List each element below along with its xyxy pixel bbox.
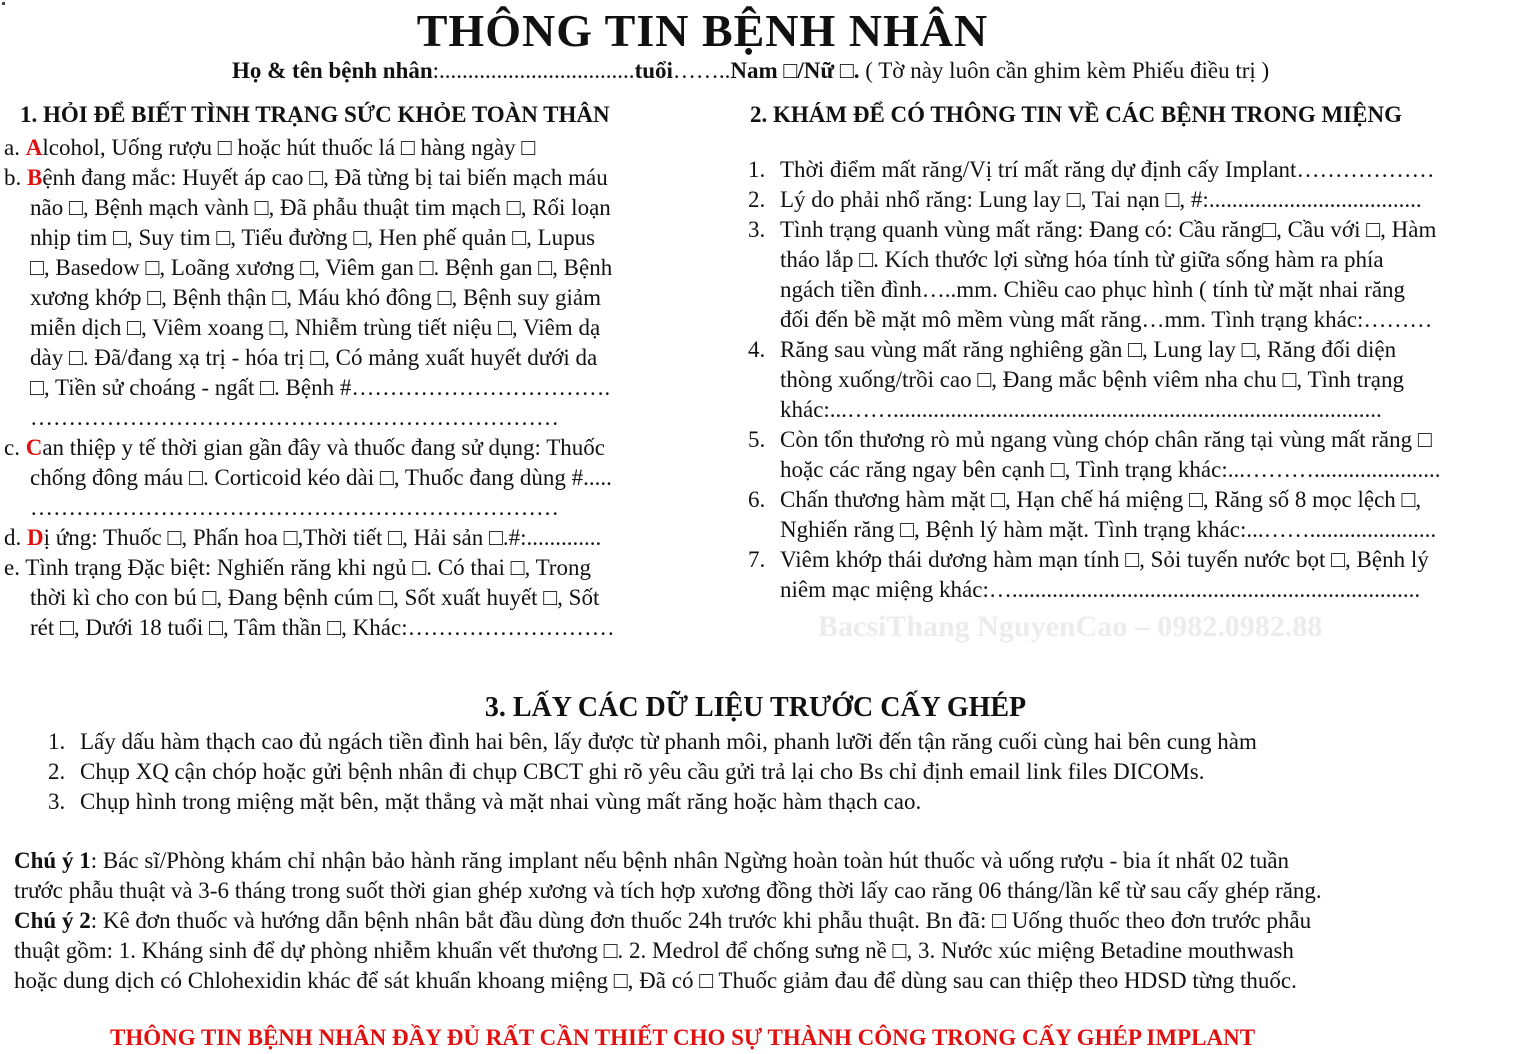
line-text: dày □. Đã/đang xạ trị - hóa trị □, Có mảng xuất huyết dưới da [30, 345, 598, 370]
line-text: lcohol, Uống rượu □ hoặc hút thuốc lá □ hàng ngày □ [42, 135, 536, 160]
list-number: 3. [748, 217, 766, 242]
section1-line [4, 133, 535, 163]
name-label: Họ & tên bệnh nhân [232, 58, 433, 83]
note2-label: Chú ý 2 [14, 908, 91, 933]
line-prefix: e. [4, 555, 26, 580]
red-initial: B [27, 165, 43, 190]
note1-line1 [14, 846, 1289, 876]
section1-line [4, 553, 591, 583]
section2-line [780, 305, 1432, 335]
red-initial: A [25, 135, 43, 160]
line-text: ệnh đang mắc: Huyết áp cao □, Đã từng bị tai biến mạch máu [42, 165, 608, 190]
attachment-note: ( Tờ này luôn cần ghim kèm Phiếu điều trị ) [859, 58, 1270, 83]
name-field[interactable]: :.................................. [432, 58, 635, 83]
section1-line [30, 193, 611, 223]
line-text: ị ứng: Thuốc □, Phấn hoa □,Thời tiết □, Hải sản □.#:............. [43, 525, 602, 550]
section2-line [780, 515, 1436, 545]
list-number: 4. [748, 337, 766, 362]
line-prefix: a. [4, 135, 26, 160]
red-initial: D [27, 525, 44, 550]
section1-line [30, 343, 597, 373]
note1-line2: trước phẫu thuật và 3-6 tháng trong suốt thời gian ghép xương và tích hợp xương đồng thời lấy cao răng 06 tháng/lần kể từ sau cấy ghép răng. [14, 878, 1322, 903]
section3-item [48, 757, 1204, 787]
line-text: đối đến bề mặt mô mềm vùng mất răng…mm. Tình trạng khác:……… [780, 307, 1433, 332]
section1-line [4, 523, 601, 553]
section1-line [30, 253, 612, 283]
line-text: miễn dịch □, Viêm xoang □, Nhiễm trùng tiết niệu □, Viêm dạ [30, 315, 601, 340]
section2-line [748, 155, 1434, 185]
section1-line [30, 583, 599, 613]
note2-line2: thuật gồm: 1. Kháng sinh để dự phòng nhiễm khuẩn vết thương □. 2. Medrol để chống sưng nề □, 3. Nước xúc miệng Betadine mouthwash [14, 938, 1294, 963]
line-text: Tình trạng quanh vùng mất răng: Đang có: Cầu răng□, Cầu với □, Hàm [780, 217, 1437, 242]
line-text: nhịp tim □, Suy tim □, Tiểu đường □, Hen phế quản □, Lupus [30, 225, 596, 250]
list-number: 2. [748, 187, 766, 212]
list-number: 2. [48, 759, 66, 784]
line-text: Viêm khớp thái dương hàm mạn tính □, Sỏi tuyến nước bọt □, Bệnh lý [780, 547, 1429, 572]
line-text: tháo lắp □. Kích thước lợi sừng hóa tính từ giữa sống hàm ra phía [780, 247, 1384, 272]
line-prefix: b. [4, 165, 27, 190]
age-label: tuổi [634, 58, 673, 83]
line-text: Lý do phải nhổ răng: Lung lay □, Tai nạn □, #:..................................... [780, 187, 1422, 212]
line-text: ngách tiền đình…..mm. Chiều cao phục hình ( tính từ mặt nhai răng [780, 277, 1406, 302]
section3-heading: 3. LẤY CÁC DỮ LIỆU TRƯỚC CẤY GHÉP [484, 692, 1027, 723]
line-text: Tình trạng Đặc biệt: Nghiến răng khi ngủ □. Có thai □, Trong [25, 555, 591, 580]
line-text: hoặc các răng ngay bên cạnh □, Tình trạng khác:...………...................... [780, 457, 1441, 482]
age-field[interactable]: …….. [672, 58, 731, 83]
line-text: thòng xuống/trồi cao □, Đang mắc bệnh viêm nha chu □, Tình trạng [780, 367, 1404, 392]
item-text: Lấy dấu hàm thạch cao đủ ngách tiền đình hai bên, lấy được từ phanh môi, phanh lưỡi đến tận răng cuối cùng hai bên cung hàm [80, 729, 1257, 754]
section2-line [748, 215, 1436, 245]
line-text: chống đông máu □. Corticoid kéo dài □, Thuốc đang dùng #..... [30, 465, 612, 490]
line-prefix: d. [4, 525, 27, 550]
section1-line [30, 313, 600, 343]
page-title: THÔNG TIN BỆNH NHÂN [416, 5, 989, 56]
note2-text: : Kê đơn thuốc và hướng dẫn bệnh nhân bắt đầu dùng đơn thuốc 24h trước khi phẫu thuật. Bn đã: □ Uống thuốc theo đơn trước phẫu [90, 908, 1312, 933]
section1-line [4, 433, 605, 463]
section2-line [748, 185, 1422, 215]
section1-line [30, 373, 610, 403]
line-text: □, Tiền sử choáng - ngất □. Bệnh #……………………………. [30, 375, 611, 400]
section1-heading: 1. HỎI ĐỂ BIẾT TÌNH TRẠNG SỨC KHỎE TOÀN THÂN [20, 102, 610, 127]
section1-line [4, 163, 608, 193]
section2-line [780, 275, 1405, 305]
section1-line [30, 283, 601, 313]
line-text: niêm mạc miệng khác:…....................................................................... [780, 577, 1421, 602]
section2-line [748, 335, 1396, 365]
section2-line [748, 425, 1432, 455]
section2-line [780, 245, 1384, 275]
section3-item [48, 787, 921, 817]
section1-line [30, 493, 559, 523]
line-text: não □, Bệnh mạch vành □, Đã phẫu thuật tim mạch □, Rối loạn [30, 195, 611, 220]
section2-line [780, 395, 1382, 425]
list-number: 5. [748, 427, 766, 452]
section2-line [748, 485, 1421, 515]
red-initial: C [25, 435, 43, 460]
section3-item [48, 727, 1257, 757]
line-text: thời kì cho con bú □, Đang bệnh cúm □, Sốt xuất huyết □, Sốt [30, 585, 600, 610]
list-number: 1. [48, 729, 66, 754]
section1-line [30, 403, 559, 433]
line-text: an thiệp y tế thời gian gần đây và thuốc đang sử dụng: Thuốc [42, 435, 606, 460]
line-prefix: c. [4, 435, 26, 460]
note2-line1 [14, 906, 1311, 936]
note1-text: : Bác sĩ/Phòng khám chỉ nhận bảo hành răng implant nếu bệnh nhân Ngừng hoàn toàn hút thuốc và uống rượu - bia ít nhất 02 tuần [90, 848, 1290, 873]
item-text: Chụp XQ cận chóp hoặc gửi bệnh nhân đi chụp CBCT ghi rõ yêu cầu gửi trả lại cho Bs chỉ định email link files DICOMs. [80, 759, 1205, 784]
section2-line [780, 575, 1420, 605]
line-text: Nghiến răng □, Bệnh lý hàm mặt. Tình trạng khác:...……...................... [780, 517, 1437, 542]
line-text: …………………………………………………………… [30, 495, 559, 520]
line-text: Thời điểm mất răng/Vị trí mất răng dự định cấy Implant……………… [780, 157, 1435, 182]
list-number: 1. [748, 157, 766, 182]
list-number: 6. [748, 487, 766, 512]
line-text: xương khớp □, Bệnh thận □, Máu khó đông □, Bệnh suy giảm [30, 285, 602, 310]
note2-line3: hoặc dung dịch có Chlohexidin khác để sát khuẩn khoang miệng □, Đã có □ Thuốc giảm đau để dùng sau can thiệp theo HDSD từng thuốc. [14, 968, 1297, 993]
line-text: Chấn thương hàm mặt □, Hạn chế há miệng □, Răng số 8 mọc lệch □, [780, 487, 1422, 512]
footer-banner: THÔNG TIN BỆNH NHÂN ĐẦY ĐỦ RẤT CẦN THIẾT CHO SỰ THÀNH CÔNG TRONG CẤY GHÉP IMPLANT [110, 1025, 1256, 1050]
watermark: BacsiThang NguyenCao – 0982.0982.88 [818, 610, 1323, 643]
section2-line [780, 455, 1440, 485]
section1-line [30, 613, 615, 643]
section1-line [30, 223, 595, 253]
section1-line [30, 463, 612, 493]
gender-label: Nam □/Nữ □. [730, 58, 860, 83]
line-text: □, Basedow □, Loãng xương □, Viêm gan □. Bệnh gan □, Bệnh [30, 255, 613, 280]
list-number: 3. [48, 789, 66, 814]
section2-heading: 2. KHÁM ĐỂ CÓ THÔNG TIN VỀ CÁC BỆNH TRONG MIỆNG [750, 102, 1402, 127]
patient-info-line [232, 58, 1269, 84]
line-text: khác:...……..................................................................................... [780, 397, 1382, 422]
section2-line [780, 365, 1404, 395]
note1-label: Chú ý 1 [14, 848, 91, 873]
line-text: rét □, Dưới 18 tuổi □, Tâm thần □, Khác:……………………… [30, 615, 615, 640]
line-text: Răng sau vùng mất răng nghiêng gần □, Lung lay □, Răng đối diện [780, 337, 1397, 362]
line-text: Còn tổn thương rò mủ ngang vùng chóp chân răng tại vùng mất răng □ [780, 427, 1432, 452]
list-number: 7. [748, 547, 766, 572]
section2-line [748, 545, 1429, 575]
line-text: …………………………………………………………… [30, 405, 559, 430]
item-text: Chụp hình trong miệng mặt bên, mặt thẳng và mặt nhai vùng mất răng hoặc hàm thạch cao. [80, 789, 922, 814]
